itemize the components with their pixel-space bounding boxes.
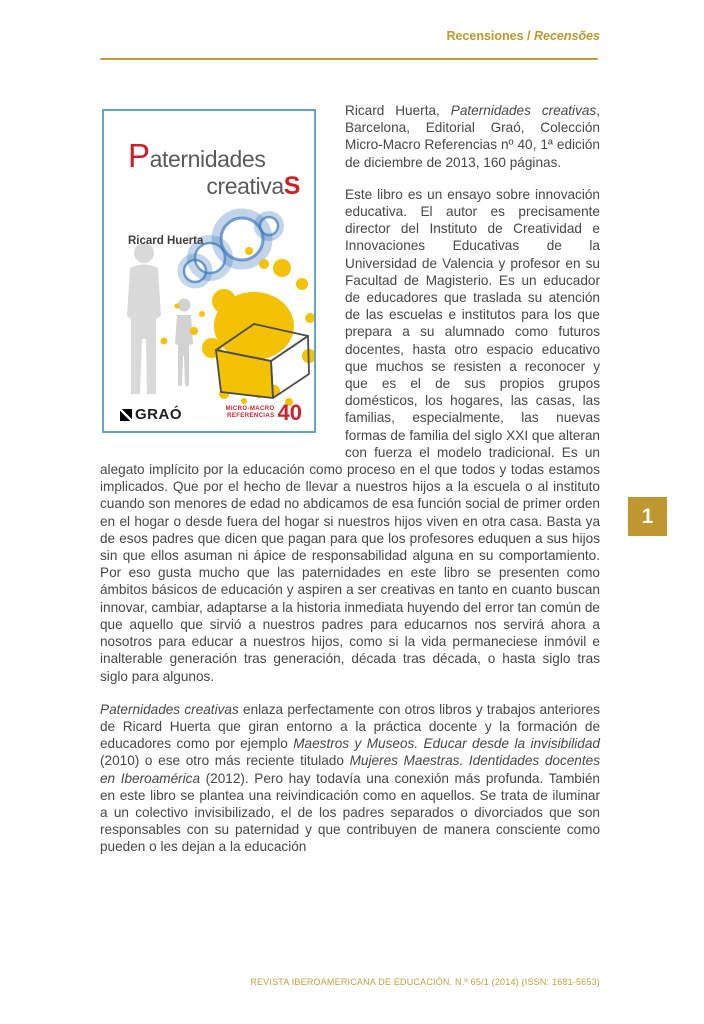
cover-title [128, 137, 300, 201]
section-header [100, 29, 600, 43]
cover-author: Ricard Huerta [128, 235, 204, 247]
section-title-pt: Recensões [533, 29, 600, 43]
cover-title-line2: creativa [206, 173, 284, 199]
cover-title-rest: aternidades [149, 146, 266, 172]
header-rule [100, 58, 598, 60]
page-number-badge: 1 [628, 497, 667, 536]
book-citation: Ricard Huerta, Paternidades creativas, Barcelona, Editorial Graó, Colección Micro-Macro Referencias nº 40, 1ª edición de diciembre de 2013, 160 páginas. [345, 103, 600, 170]
series-number: 40 [277, 400, 302, 426]
series-line2: REFERENCIAS [227, 413, 275, 420]
cover-title-line2-final: S [283, 172, 300, 200]
grao-logo [120, 406, 182, 423]
grao-logo-text: GRAÓ [135, 406, 182, 423]
grao-logo-icon [120, 409, 132, 421]
review-paragraph-1: Este libro es un ensayo sobre innovación educativa. El autor es precisamente director del Instituto de Creatividad e Innovaciones Educativas de la Universidad de Valencia y profesor en su Facultad de Magisterio. Es un educador de educadores que traslada su atención de las escuelas e institutos para los que prepara a su alumnado como futuros docentes, hasta otro espacio educativo que muchos se resisten a reconocer y que es el de sus propios grupos domésticos, los hogares, las casas, las familias, especialmente, las nuevas formas de familia del siglo XXI que alteran con fuerza el modelo tradicional. Es un alegato implícito por la educación como proceso en el que todos y todas estamos implicados. Que por el hecho de llevar a nuestros hijos a la escuela o al instituto cuando son menores de edad no abdicamos de esa función social de primer orden en el hogar o desde fuera del hogar si nuestros hijos viven en otra casa. Basta ya de esos padres que dicen que pagan para que los profesores eduquen a sus hijos sin que ellos asuman ni ápice de responsabilidad alguna en su comportamiento. Por eso gusta mucho que las paternidades en este libro se presenten como ámbitos básicos de educación y aspiren a ser creativas en tanto en cuanto buscan innovar, cambiar, adaptarse a la historia inmediata huyendo del error tan común de que aquello que sirvió a nuestros padres para educarnos nos servirá ahora a nosotros para educar a nuestros hijos, como si la vida permaneciese inmóvil e inalterable generación tras generación, década tras década, o hasta siglo tras siglo para algunos. [100, 186, 600, 684]
journal-footer: REVISTA IBEROAMERICANA DE EDUCACIÓN. N.º 65/1 (2014) (ISSN: 1681-5653) [250, 977, 600, 987]
review-paragraph-2: Paternidades creativas enlaza perfectamente con otros libros y trabajos anteriores de Ricard Huerta que giran entorno a la práctica docente y la formación de educadores como por ejemplo Maestros y Museos. Educar desde la invisibilidad (2010) o ese otro más reciente titulado Mujeres Maestras. Identidades docentes en Iberoamérica (2012). Pero hay todavía una conexión más profunda. También en este libro se plantea una reivindicación como en aquellos. Se trata de iluminar a un colectivo invisibilizado, el de los padres separados o divorciados que son responsables con su paternidad y que contribuyen de manera consciente como pueden o les dejan a la educación [100, 701, 600, 855]
series-badge [225, 400, 302, 426]
adult-silhouette-shape [127, 243, 161, 394]
review-body [100, 102, 600, 856]
child-silhouette-shape [175, 299, 193, 387]
series-line1: MICRO-MACRO [225, 405, 275, 412]
book-cover [102, 109, 316, 433]
cover-title-initial: P [128, 137, 150, 174]
cover-bottom-row [120, 400, 302, 426]
section-title-es: Recensiones / [446, 29, 534, 43]
blue-rings-shape [181, 213, 281, 285]
